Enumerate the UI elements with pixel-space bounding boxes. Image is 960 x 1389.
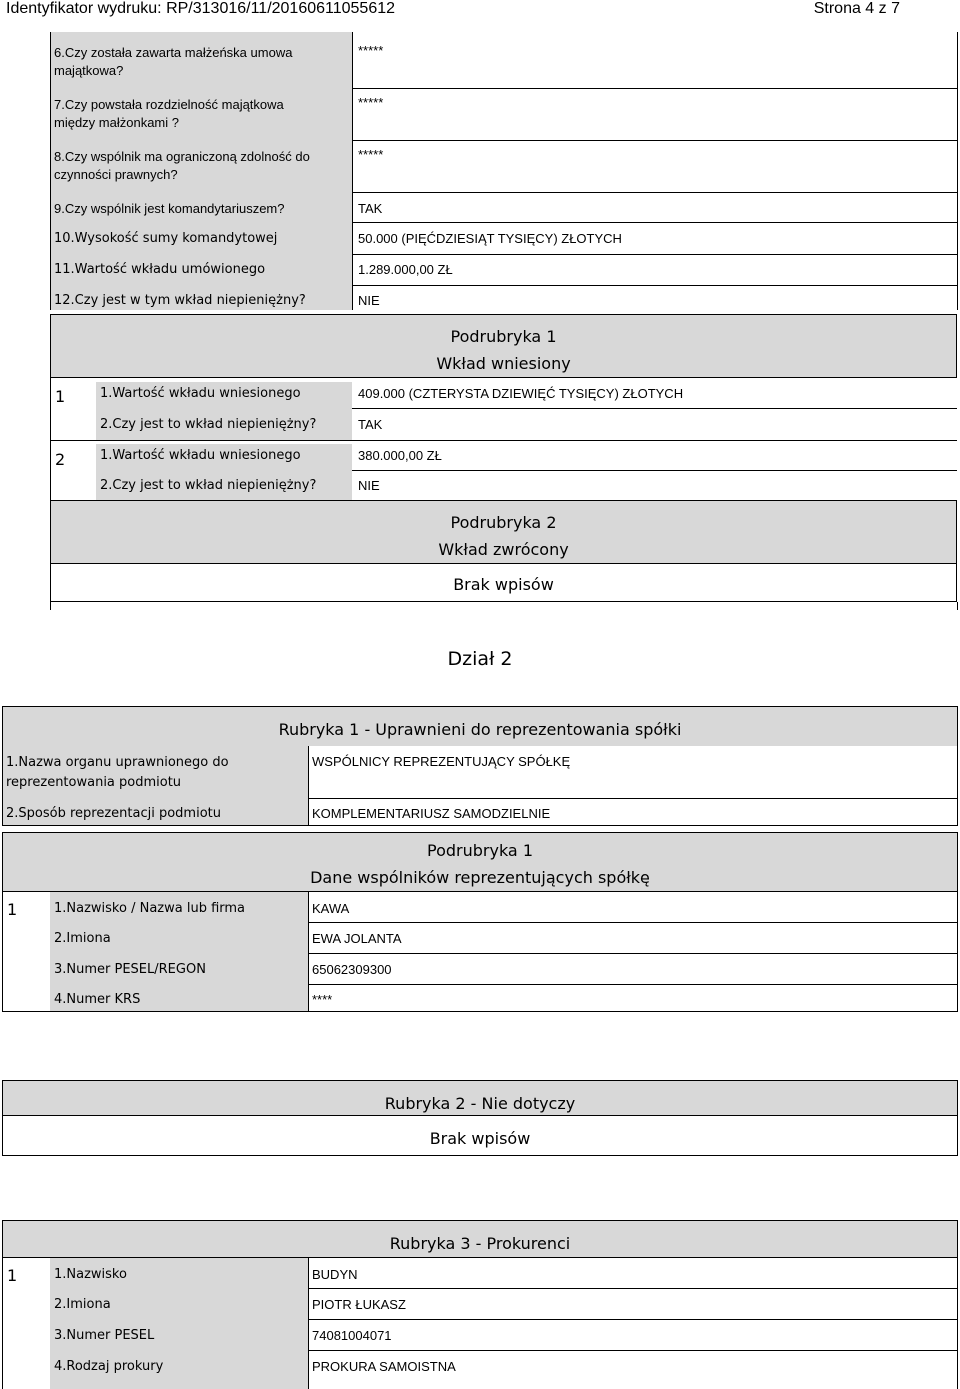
partner-pesel-value: 65062309300: [312, 962, 392, 977]
partner-surname-value: KAWA: [312, 901, 350, 916]
proxy-pesel-label: 3.Numer PESEL: [54, 1328, 155, 1343]
sub1-entry-num-cell: [50, 378, 96, 440]
divider: [352, 32, 353, 310]
divider: [352, 222, 957, 223]
partner-row-value: TAK: [358, 201, 383, 216]
divider: [50, 32, 51, 310]
rubryka1-sub-title: Podrubryka 1: [427, 841, 533, 860]
sub1-entry-num-cell: [50, 440, 96, 500]
rubryka2-title: Rubryka 2 - Nie dotyczy: [384, 1094, 576, 1113]
partner-row-value: *****: [358, 95, 384, 110]
partner-row-value: *****: [358, 147, 384, 162]
sub1-subtitle: Wkład wniesiony: [436, 354, 571, 373]
partner-row-label: 7.Czy powstała rozdzielność majątkowa między małżonkami ?: [54, 97, 284, 130]
divider: [352, 408, 957, 409]
rubryka3-title: Rubryka 3 - Prokurenci: [389, 1234, 571, 1253]
rubryka1-sub-subtitle: Dane wspólników reprezentujących spółkę: [310, 868, 650, 887]
non-cash-value: NIE: [358, 478, 380, 493]
partner-row-value: 50.000 (PIĘĆDZIESIĄT TYSIĘCY) ZŁOTYCH: [358, 231, 622, 246]
partner-row-label: 11.Wartość wkładu umówionego: [54, 262, 266, 277]
sub1-header: [50, 314, 957, 378]
partner-krs-value: ****: [312, 992, 333, 1007]
partner-row-label: 6.Czy została zawarta małżeńska umowa majątkowa?: [54, 45, 293, 78]
divider: [352, 140, 957, 141]
contribution-label: 1.Wartość wkładu wniesionego: [100, 448, 301, 463]
partner-row-value: NIE: [358, 293, 380, 308]
proxy-type-value: PROKURA SAMOISTNA: [312, 1359, 456, 1374]
representation-organ-value: WSPÓLNICY REPREZENTUJĄCY SPÓŁKĘ: [312, 754, 571, 769]
divider: [308, 1288, 958, 1289]
divider: [308, 892, 309, 1012]
partner-row-value: *****: [358, 43, 384, 58]
rubryka2-empty-row: [2, 1116, 958, 1156]
non-cash-value: TAK: [358, 417, 383, 432]
partner-num-cell: [2, 892, 50, 1012]
divider: [352, 285, 957, 286]
page-number: Strona 4 z 7: [813, 0, 900, 17]
sub2-header: [50, 500, 957, 564]
divider: [308, 746, 309, 826]
partner-surname-label: 1.Nazwisko / Nazwa lub firma: [54, 901, 246, 916]
non-cash-label: 2.Czy jest to wkład niepieniężny?: [100, 478, 317, 493]
proxy-surname-label: 1.Nazwisko: [54, 1267, 127, 1282]
partner-names-label: 2.Imiona: [54, 931, 111, 946]
proxy-num-cell: [2, 1258, 50, 1389]
sub1-title: Podrubryka 1: [450, 327, 557, 346]
proxy-names-label: 2.Imiona: [54, 1297, 111, 1312]
divider: [352, 254, 957, 255]
empty-message: Brak wpisów: [453, 575, 554, 594]
partner-row-value: 1.289.000,00 ZŁ: [358, 262, 453, 277]
divider: [957, 602, 958, 610]
divider: [957, 32, 958, 310]
contribution-value: 409.000 (CZTERYSTA DZIEWIĘĆ TYSIĘCY) ZŁOTYCH: [358, 386, 684, 401]
sub2-subtitle: Wkład zwrócony: [438, 540, 569, 559]
proxy-names-value: PIOTR ŁUKASZ: [312, 1297, 406, 1312]
section-title: Dział 2: [447, 648, 513, 670]
proxy-surname-value: BUDYN: [312, 1267, 358, 1282]
divider: [50, 440, 957, 441]
non-cash-label: 2.Czy jest to wkład niepieniężny?: [100, 417, 317, 432]
divider: [957, 892, 958, 1012]
divider: [308, 1350, 958, 1351]
divider: [50, 602, 51, 610]
rubryka3-header: [2, 1220, 958, 1258]
representation-method-label: 2.Sposób reprezentacji podmiotu: [6, 806, 221, 821]
divider: [957, 1258, 958, 1389]
contribution-label: 1.Wartość wkładu wniesionego: [100, 386, 301, 401]
rubryka1-title: Rubryka 1 - Uprawnieni do reprezentowania spółki: [278, 720, 682, 739]
entry-number: 1: [7, 900, 18, 919]
representation-organ-label: 1.Nazwa organu uprawnionego do reprezentowania podmiotu: [6, 755, 229, 790]
proxy-pesel-value: 74081004071: [312, 1328, 392, 1343]
divider: [352, 470, 957, 471]
partner-krs-label: 4.Numer KRS: [54, 992, 141, 1007]
empty-message: Brak wpisów: [429, 1129, 531, 1148]
rubryka1-sub-header: [2, 832, 958, 892]
divider: [352, 192, 957, 193]
divider: [308, 1258, 309, 1389]
print-identifier: Identyfikator wydruku: RP/313016/11/20160611055612: [6, 0, 396, 17]
sub2-title: Podrubryka 2: [450, 513, 557, 532]
divider: [308, 798, 958, 799]
partner-row-label: 12.Czy jest w tym wkład niepieniężny?: [54, 293, 306, 308]
entry-number: 1: [7, 1266, 18, 1285]
partner-row-label: 9.Czy wspólnik jest komandytariuszem?: [54, 201, 285, 216]
entry-number: 1: [55, 387, 66, 406]
rubryka2-header: [2, 1080, 958, 1116]
divider: [308, 922, 958, 923]
sub2-empty-row: [50, 564, 957, 602]
divider: [352, 88, 957, 89]
representation-method-value: KOMPLEMENTARIUSZ SAMODZIELNIE: [312, 806, 551, 821]
partner-row-label: 8.Czy wspólnik ma ograniczoną zdolność do czynności prawnych?: [54, 149, 310, 182]
partner-names-value: EWA JOLANTA: [312, 931, 402, 946]
proxy-type-label: 4.Rodzaj prokury: [54, 1359, 164, 1374]
contribution-value: 380.000,00 ZŁ: [358, 448, 442, 463]
divider: [2, 1011, 958, 1012]
divider: [308, 1319, 958, 1320]
divider: [308, 953, 958, 954]
divider: [308, 984, 958, 985]
partner-pesel-label: 3.Numer PESEL/REGON: [54, 962, 206, 977]
partner-row-label: 10.Wysokość sumy komandytowej: [54, 231, 278, 246]
entry-number: 2: [55, 450, 66, 469]
